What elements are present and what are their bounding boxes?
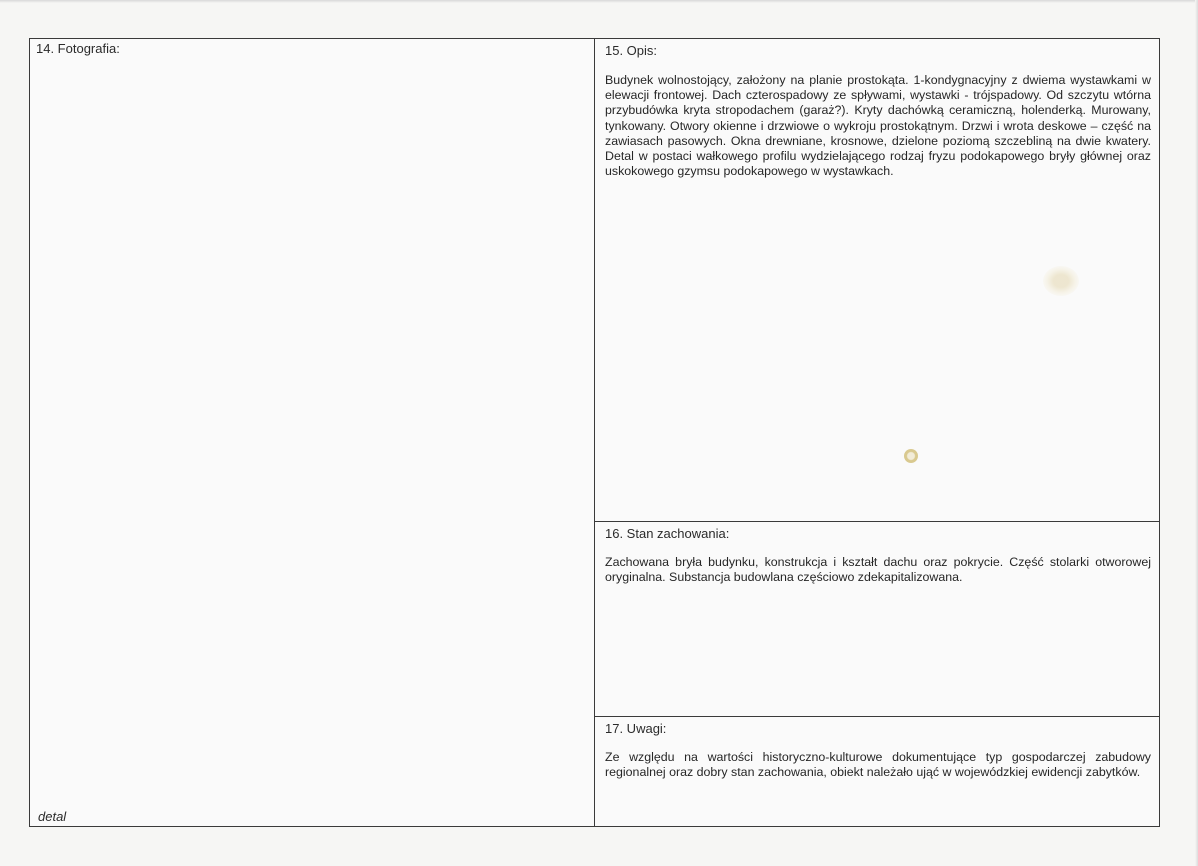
scan-top-edge xyxy=(0,0,1198,3)
paper-stain xyxy=(1043,266,1079,296)
paper-stain xyxy=(904,449,918,463)
condition-text: Zachowana bryła budynku, konstrukcja i kształt dachu oraz pokrycie. Część stolarki otworowej oryginalna. Substancja budowlana częściowo zdekapitalizowana. xyxy=(605,555,1151,585)
record-card-table xyxy=(29,38,1160,827)
condition-label: 16. Stan zachowania: xyxy=(605,526,730,541)
photo-caption: detal xyxy=(38,809,67,824)
description-text: Budynek wolnostojący, założony na planie prostokąta. 1-kondygnacyjny z dwiema wystawkami w elewacji frontowej. Dach czterospadowy ze spływami, wystawki - trójspadowy. Od szczytu wtórna przybudówka kryta stropodachem (garaż?). Kryty dachówką ceramiczną, holenderką. Murowany, tynkowany. Otwory okienne i drzwiowe o wykroju prostokątnym. Drzwi i wrota deskowe – część na zawiasach pasowych. Okna drewniane, krosnowe, dzielone poziomą szczebliną na dwie kwatery. Detal w postaci wałkowego profilu wydzielającego rodzaj fryzu podokapowego bryły głównej oraz uskokowego gzymsu podokapowego w wystawkach. xyxy=(605,73,1151,179)
description-column xyxy=(595,39,1159,826)
remarks-cell xyxy=(595,717,1159,826)
description-label: 15. Opis: xyxy=(605,43,658,58)
photo-cell xyxy=(30,39,595,826)
remarks-label: 17. Uwagi: xyxy=(605,721,667,736)
remarks-text: Ze względu na wartości historyczno-kulturowe dokumentujące typ gospodarczej zabudowy regionalnej oraz dobry stan zachowania, obiekt należało ująć w wojewódzkiej ewidencji zabytków. xyxy=(605,750,1151,780)
condition-cell xyxy=(595,522,1159,717)
photo-label: 14. Fotografia: xyxy=(36,41,120,56)
